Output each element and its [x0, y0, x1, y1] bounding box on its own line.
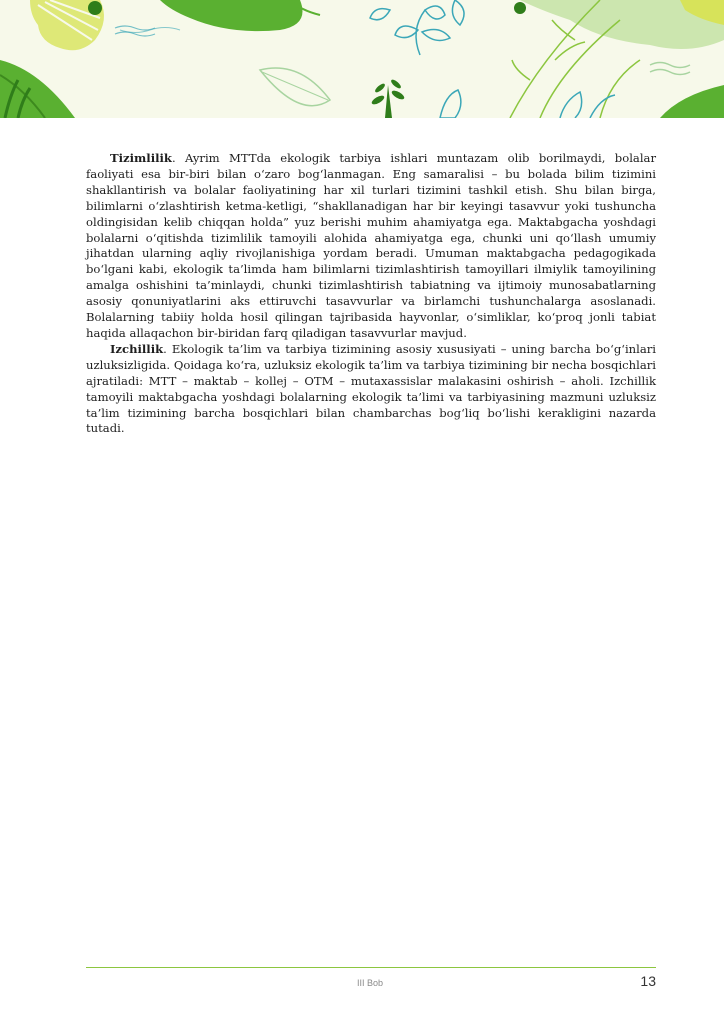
header-banner — [0, 0, 724, 118]
term-heading: Tizimlilik — [110, 151, 172, 165]
paragraph-tizimlilik — [86, 151, 656, 342]
paragraph-izchillik — [86, 342, 656, 437]
chapter-label: III Bob — [356, 978, 383, 988]
paragraph-text: . Ayrim MTTda ekologik tarbiya ishlari muntazam olib borilmaydi, bolalar faoliyati esa bir-biri bilan o‘zaro bog‘lanmagan. Eng samaralisi – bu bolada bilim tizimini shakllantirish va bolalar faoliyatining har xil turlari tizimini tashkil etish. Shu bilan birga, bilimlarni o‘zlashtirish ketma-ketligi, “shakllanadigan har bir keyingi tasavvur yoki tushuncha oldingisidan kelib chiqqan holda” yuz berishi muhim ahamiyatga ega. Maktabgacha yoshdagi bolalarni o‘qitishda tizimlilik tamoyili alohida ahamiyatga ega, chunki uni qo‘llash umumiy jihatdan ularning aqliy rivojlanishiga yordam beradi. Umuman maktabgacha pedagogikada bo‘lgani kabi, ekologik ta’limda ham bilimlarni tizimlashtirish tamoyillari ilmiylik tamoyilining amalga oshishini ta’minlaydi, chunki tizimlashtirish tabiatning va ijtimoiy munosabatlarning asosiy qonuniyatlarini aks ettiruvchi tasavvurlar va birlamchi tushunchalarga asoslanadi. Bolalarning tabiiy holda hosil qilingan tajribasida hayvonlar, o‘simliklar, ko‘proq jonli tabiat haqida allaqachon bir-biridan farq qiladigan tasavvurlar mavjud. — [86, 151, 656, 340]
term-heading: Izchillik — [110, 341, 164, 356]
leaf-pattern-icon — [0, 0, 724, 118]
page-number: 13 — [640, 973, 656, 989]
body-text — [86, 151, 656, 437]
paragraph-text: . Ekologik ta’lim va tarbiya tizimining asosiy xususiyati – uning barcha bo‘g‘inlari uzluksizligida. Qoidaga ko‘ra, uzluksiz ekologik ta’lim va tarbiya tizimining bir necha bosqichlari ajratiladi: MTT – maktab – kollej – OTM – mutaxassislar malakasini oshirish – aholi. Izchillik tamoyili maktabgacha yoshdagi bolalarning ekologik ta’limi va tarbiyasining mazmuni uzluksiz ta’lim tizimining barcha bosqichlari bilan chambarchas bog‘liq bo‘lishi kerakligini nazarda tutadi. — [86, 341, 656, 436]
footer-divider — [86, 967, 656, 968]
